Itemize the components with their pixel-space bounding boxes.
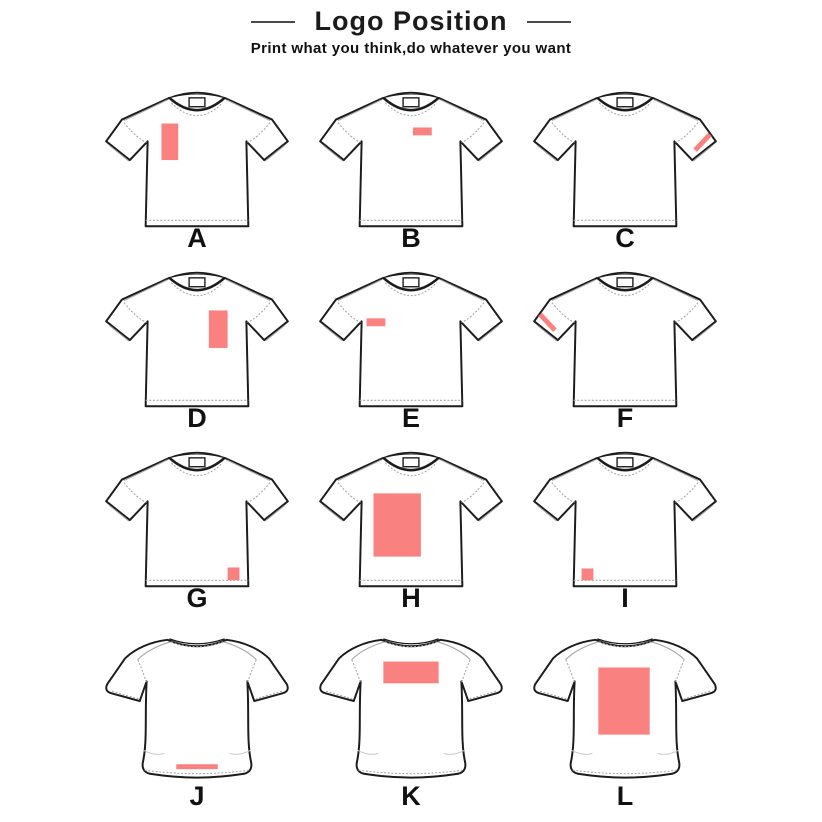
logo-area: [176, 764, 217, 769]
tshirt-front-view: [98, 446, 296, 604]
shirt-row-3: [90, 446, 732, 626]
shirt-label-a: A: [187, 223, 207, 253]
logo-area: [373, 493, 420, 556]
page-title: Logo Position: [314, 6, 508, 36]
logo-area: [413, 127, 432, 135]
page-subtitle: Print what you think,do whatever you want: [250, 40, 572, 57]
title-right-rule: [527, 21, 571, 23]
tshirt-outline: [320, 92, 502, 226]
tshirt-front-view: [98, 86, 296, 244]
tshirt-back-view: [526, 626, 724, 784]
shirt-cell-j: [90, 626, 304, 810]
tshirt-outline: [320, 272, 502, 406]
shirt-label-b: B: [401, 223, 421, 253]
shirt-cell-e: [304, 266, 518, 446]
shirt-label-g: G: [186, 583, 208, 613]
title-left-rule: [251, 21, 295, 23]
shirt-label-k: K: [401, 781, 421, 811]
logo-area: [228, 567, 240, 580]
shirt-cell-d: [90, 266, 304, 446]
shirt-label-l: L: [616, 781, 634, 811]
tshirt-outline: [106, 452, 288, 586]
tshirt-front-view: [98, 266, 296, 424]
shirt-label-j: J: [189, 781, 205, 811]
tshirt-front-view: [526, 86, 724, 244]
tshirt-front-view: [526, 446, 724, 604]
tshirt-back-view: [98, 626, 296, 784]
shirt-cell-g: [90, 446, 304, 626]
shirt-cell-a: [90, 86, 304, 266]
tshirt-front-view: [312, 266, 510, 424]
shirt-label-e: E: [401, 403, 420, 433]
shirt-label-c: C: [615, 223, 635, 253]
tshirt-front-view: [312, 86, 510, 244]
shirt-row-1: [90, 86, 732, 266]
shirt-cell-k: [304, 626, 518, 810]
shirt-label-h: H: [401, 583, 421, 613]
tshirt-outline: [320, 639, 502, 778]
shirt-cell-b: [304, 86, 518, 266]
shirt-cell-c: [518, 86, 732, 266]
logo-area: [209, 310, 228, 348]
logo-area: [582, 568, 594, 580]
shirt-label-f: F: [616, 403, 634, 433]
tshirt-outline: [106, 639, 288, 778]
tshirt-outline: [534, 92, 716, 226]
header: [0, 6, 822, 57]
shirt-cell-l: [518, 626, 732, 810]
tshirt-outline: [534, 272, 716, 406]
shirt-row-2: [90, 266, 732, 446]
shirt-cell-h: [304, 446, 518, 626]
tshirt-back-view: [312, 626, 510, 784]
title-row: [0, 6, 822, 37]
tshirt-outline: [106, 92, 288, 226]
shirt-label-i: I: [621, 583, 629, 613]
tshirt-front-view: [312, 446, 510, 604]
shirt-cell-f: [518, 266, 732, 446]
shirt-label-d: D: [187, 403, 207, 433]
shirt-grid: [90, 86, 732, 810]
logo-area: [383, 662, 438, 684]
tshirt-front-view: [526, 266, 724, 424]
tshirt-outline: [106, 272, 288, 406]
shirt-cell-i: [518, 446, 732, 626]
tshirt-outline: [534, 452, 716, 586]
logo-area: [367, 318, 386, 326]
logo-area: [598, 667, 649, 734]
shirt-row-4: [90, 626, 732, 810]
logo-area: [161, 124, 178, 161]
